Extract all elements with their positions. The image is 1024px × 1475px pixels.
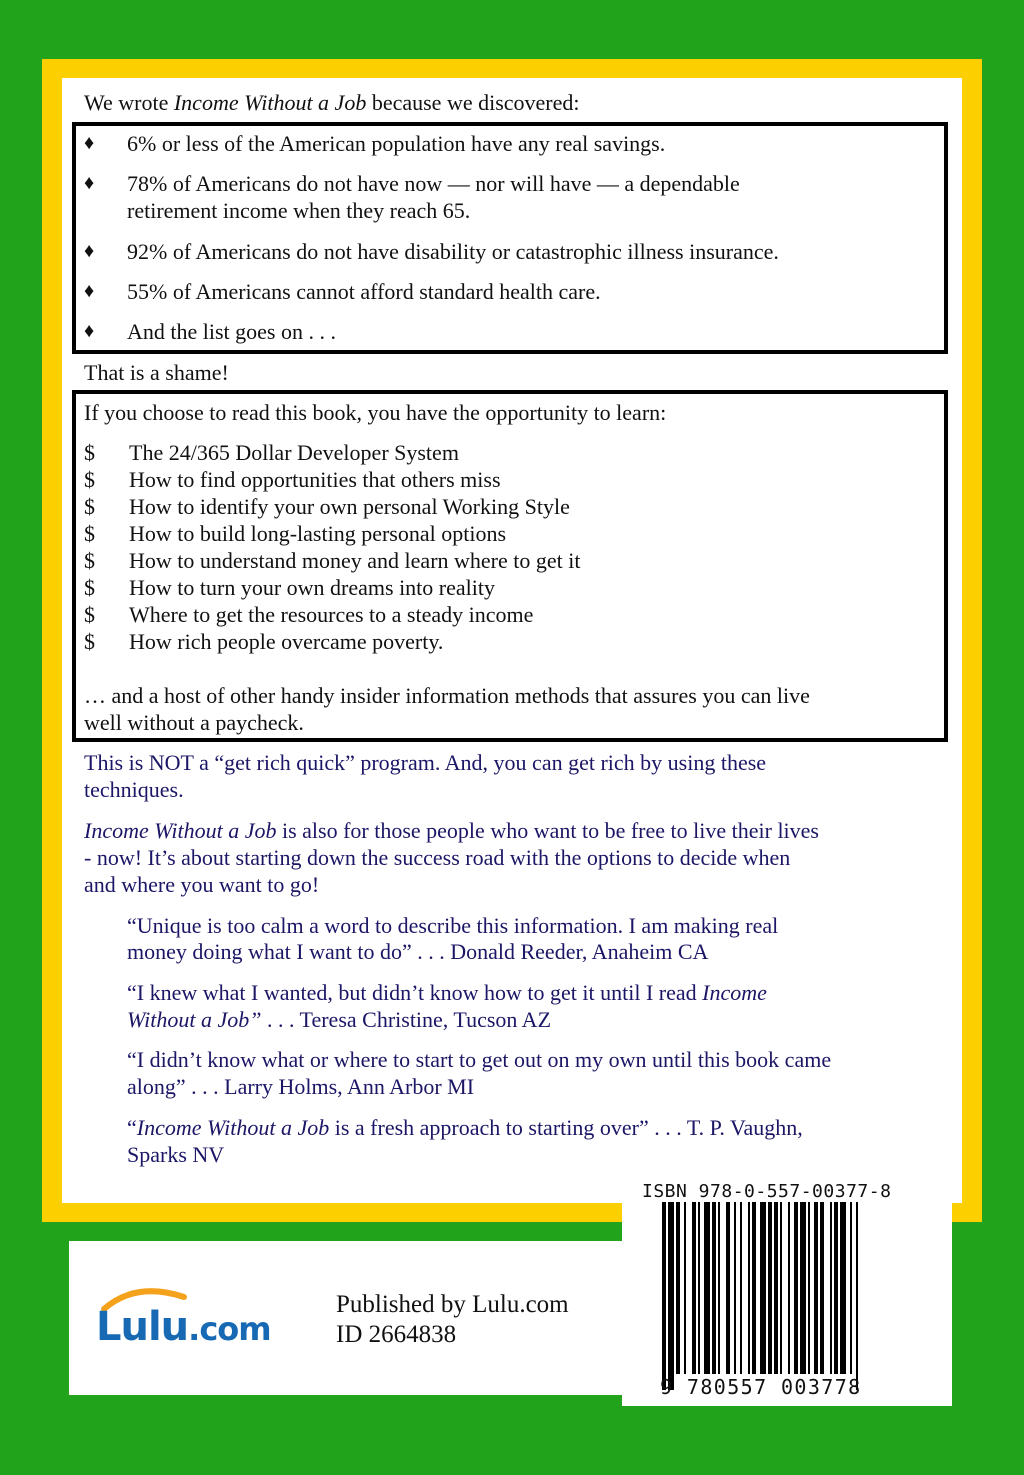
diamond-bullet-icon: ♦ xyxy=(84,320,95,342)
learn-item: How to find opportunities that others miss xyxy=(129,467,501,492)
barcode-bar xyxy=(800,1202,806,1374)
intro-line: We wrote Income Without a Job because we discovered: xyxy=(84,90,580,115)
learn-item: How to identify your own personal Working Style xyxy=(129,494,570,519)
fact-3: 92% of Americans do not have disability or catastrophic illness insurance. xyxy=(127,239,779,264)
fact-4: 55% of Americans cannot afford standard health care. xyxy=(127,279,601,304)
barcode-bar xyxy=(760,1202,766,1374)
barcode-bar xyxy=(734,1202,736,1374)
barcode-bar xyxy=(808,1202,810,1374)
barcode-bar xyxy=(718,1202,720,1374)
diamond-bullet-icon: ♦ xyxy=(84,240,95,262)
barcode-bar xyxy=(662,1202,666,1390)
publisher-line: Published by Lulu.com xyxy=(336,1291,569,1318)
fact-5: And the list goes on . . . xyxy=(127,319,336,344)
barcode-bar xyxy=(748,1202,750,1374)
dollar-bullet-icon: $ xyxy=(84,521,95,546)
barcode-bar xyxy=(856,1202,858,1390)
shame-line: That is a shame! xyxy=(84,360,229,385)
diamond-bullet-icon: ♦ xyxy=(84,280,95,302)
barcode-bar xyxy=(794,1202,798,1374)
testimonial-1-line-1: “Unique is too calm a word to describe this information. I am making real xyxy=(127,913,779,938)
barcode-bar xyxy=(668,1202,674,1390)
dollar-bullet-icon: $ xyxy=(84,575,95,600)
diamond-bullet-icon: ♦ xyxy=(84,172,95,194)
barcode-bar xyxy=(774,1202,778,1374)
barcode-bar xyxy=(676,1202,680,1374)
barcode-bar xyxy=(698,1202,700,1374)
isbn-label: ISBN 978-0-557-00377-8 xyxy=(642,1181,892,1202)
testimonial-4-line-2: Sparks NV xyxy=(127,1142,225,1167)
barcode-bar xyxy=(740,1202,742,1374)
barcode-bar xyxy=(752,1202,756,1374)
learn-heading: If you choose to read this book, you have the opportunity to learn: xyxy=(84,400,667,425)
learn-item: Where to get the resources to a steady income xyxy=(129,602,534,627)
learn-item: How to build long-lasting personal options xyxy=(129,521,507,546)
isbn-digits: 9 780557 003778 xyxy=(660,1375,862,1399)
fact-1: 6% or less of the American population have any real savings. xyxy=(127,131,666,156)
learn-item: The 24/365 Dollar Developer System xyxy=(129,440,459,465)
barcode-bar xyxy=(788,1202,790,1374)
free-to-live-line-3: and where you want to go! xyxy=(84,872,320,897)
barcode-bar xyxy=(814,1202,818,1374)
learn-closing-line-2: well without a paycheck. xyxy=(84,710,304,735)
dollar-bullet-icon: $ xyxy=(84,629,95,654)
diamond-bullet-icon: ♦ xyxy=(84,132,95,154)
testimonial-1-line-2: money doing what I want to do” . . . Donald Reeder, Anaheim CA xyxy=(127,939,709,964)
fact-2-line-1: 78% of Americans do not have now — nor will have — a dependable xyxy=(127,171,740,196)
barcode-bar xyxy=(850,1202,852,1374)
barcode-bar xyxy=(820,1202,824,1374)
testimonial-4-line-1: “Income Without a Job is a fresh approach to starting over” . . . T. P. Vaughn, xyxy=(127,1115,803,1140)
dollar-bullet-icon: $ xyxy=(84,440,95,465)
learn-item: How to understand money and learn where to get it xyxy=(129,548,581,573)
learn-item: How to turn your own dreams into reality xyxy=(129,575,495,600)
barcode-bar xyxy=(684,1202,686,1374)
barcode-bar xyxy=(768,1202,772,1374)
fact-2-line-2: retirement income when they reach 65. xyxy=(127,198,471,223)
dollar-bullet-icon: $ xyxy=(84,548,95,573)
logo-suffix: .com xyxy=(188,1310,271,1348)
testimonial-2-line-2: Without a Job” . . . Teresa Christine, Tucson AZ xyxy=(127,1007,552,1032)
free-to-live-line-1: Income Without a Job is also for those people who want to be free to live their lives xyxy=(84,818,819,843)
testimonial-2-line-1: “I knew what I wanted, but didn’t know how to get it until I read Income xyxy=(127,980,767,1005)
logo-text: Lulu xyxy=(96,1304,189,1350)
testimonial-3-line-1: “I didn’t know what or where to start to get out on my own until this book came xyxy=(127,1047,832,1072)
barcode-bar xyxy=(830,1202,832,1374)
barcode-bar xyxy=(726,1202,730,1374)
not-rich-quick-line-2: techniques. xyxy=(84,777,184,802)
barcode-bar xyxy=(704,1202,710,1374)
learn-item: How rich people overcame poverty. xyxy=(129,629,444,654)
lulu-logo xyxy=(96,1283,296,1355)
publisher-id: ID 2664838 xyxy=(336,1321,457,1348)
barcode-icon xyxy=(662,1202,932,1392)
barcode-bar xyxy=(834,1202,838,1374)
dollar-bullet-icon: $ xyxy=(84,494,95,519)
dollar-bullet-icon: $ xyxy=(84,602,95,627)
barcode-bar xyxy=(780,1202,782,1374)
testimonial-3-line-2: along” . . . Larry Holms, Ann Arbor MI xyxy=(127,1074,475,1099)
not-rich-quick-line-1: This is NOT a “get rich quick” program. And, you can get rich by using these xyxy=(84,750,767,775)
barcode-bar xyxy=(692,1202,696,1374)
free-to-live-line-2: - now! It’s about starting down the success road with the options to decide when xyxy=(84,845,791,870)
barcode-bar xyxy=(840,1202,846,1374)
dollar-bullet-icon: $ xyxy=(84,467,95,492)
learn-closing-line-1: … and a host of other handy insider information methods that assures you can live xyxy=(84,683,810,708)
barcode-bar xyxy=(712,1202,716,1374)
